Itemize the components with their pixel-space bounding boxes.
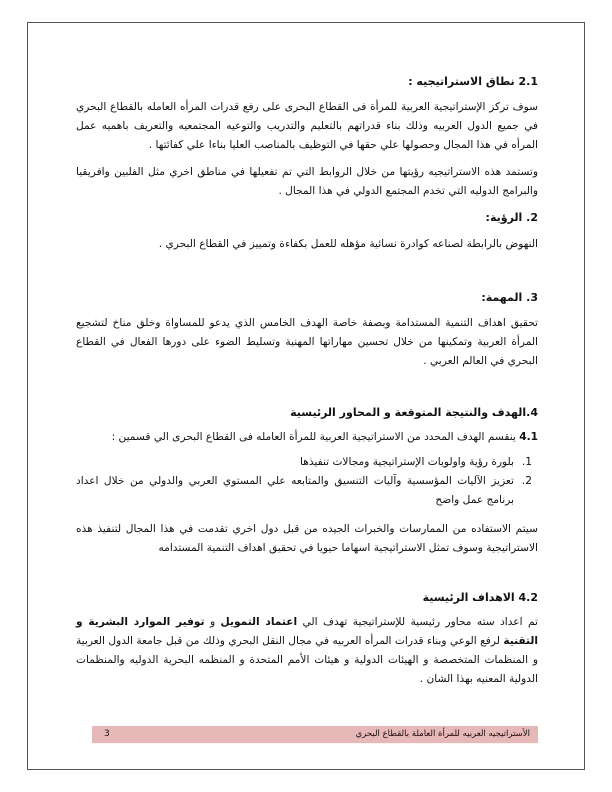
main-goals-heading: 4.2 الاهداف الرئيسية bbox=[422, 591, 538, 604]
scope-paragraph-1: سوف تركز الإستراتيجية العربية للمرأة فى القطاع البحرى على رفع قدرات المرأه العامله بالقطاع البحري في جميع الدول العربيه وذلك بناء قدراتهم بالتعليم والتدريب والتوعيه المجتمعيه والتعريف باهميه عمل المرأه في هذا المجال وحصولها علي حقها في التوظيف بالمناصب العليا بناءا علي كفائتها . bbox=[76, 101, 538, 151]
main-goals-bold-resources: توفير الموارد البشرية و التقنية bbox=[76, 616, 538, 647]
goal-subsection bbox=[76, 428, 538, 447]
footer-title: الأستراتيجيه العربيه للمرأة العاملة بالقطاع البحري bbox=[355, 729, 530, 739]
list-item-text: تعزيز الآليات المؤسسية وآليات التنسيق والمتابعه علي المستوي العربي والدولي من خلال اعداد برنامج عمل واضح bbox=[76, 475, 514, 506]
scope-heading: 2.1 نطاق الاستراتيجيه : bbox=[408, 75, 538, 88]
document-body bbox=[76, 72, 538, 689]
goal-list bbox=[76, 453, 538, 510]
list-item-number: 2. bbox=[521, 475, 532, 487]
list-item-text: بلورة رؤية واولويات الإستراتيجية ومجالات تنفيذها bbox=[300, 456, 514, 468]
scope-paragraph-2: وتستمد هذه الاستراتيجيه رؤيتها من خلال الروابط التي تم تفعيلها في مناطق اخري مثل الفلبين وافريقيا والبرامج الدوليه التي تخدم المجتمع الدولي في هذا المجال . bbox=[76, 166, 538, 197]
vision-text: النهوض بالرابطة لصناعه كوادرة نسائية مؤهله للعمل بكفاءة وتمييز في القطاع البحري . bbox=[158, 238, 538, 250]
main-goals-paragraph bbox=[76, 613, 538, 689]
goal-paragraph: سيتم الاستفاده من الممارسات والخبرات الجيده من قبل دول اخري تقدمت في هذا المجال لتنفيذ هذه الاستراتيجية وسوف تمثل الاستراتيجية اسهاما حيويا في تحقيق اهداف التنمية المستدامه bbox=[76, 523, 538, 554]
goal-subsection-number: 4.1 bbox=[519, 431, 538, 443]
mission-text: تحقيق اهداف التنمية المستدامة وبصفة خاصة الهدف الخامس الذي يدعو للمساواة وخلق مناخ لتشجيع المرأة العربية وتمكينها من خلال تحسين مهاراتها المهنية وتسليط الضوء على دورها الفعال في القطاع البحري في العالم العربي . bbox=[76, 317, 538, 367]
main-goals-bold-funding: اعتماد التمويل bbox=[220, 616, 298, 628]
main-goals-text-end: لرفع الوعي وبناء قدرات المرأه العربيه في مجال النقل البحري وذلك من قبل جامعة الدول العربية و المنظمات المتخصصة و الهيئات الدولية و هيئات الأمم المتحدة و المنظمه البحرية الدوليه والمنظمات الدولية المعنيه بهذا الشان . bbox=[76, 635, 538, 685]
list-item bbox=[76, 453, 538, 472]
page-number: 3 bbox=[104, 729, 110, 739]
mission-heading: 3. المهمة: bbox=[481, 291, 538, 304]
goal-subsection-text: ينقسم الهدف المحدد من الاستراتيجية العربية للمرأة العامله فى القطاع البحرى الي قسمين : bbox=[111, 431, 516, 443]
vision-heading: 2. الرؤية: bbox=[485, 211, 538, 224]
list-item-number: 1. bbox=[521, 456, 532, 468]
page-footer bbox=[92, 726, 538, 743]
list-item bbox=[76, 472, 538, 510]
main-goals-text-and: و bbox=[204, 616, 221, 628]
goal-heading: 4.الهدف والنتيجة المتوقعة و المحاور الرئيسية bbox=[290, 406, 538, 419]
main-goals-text-start: تم اعداد سته محاور رئيسية للإستراتيجية تهدف الي bbox=[297, 616, 538, 628]
